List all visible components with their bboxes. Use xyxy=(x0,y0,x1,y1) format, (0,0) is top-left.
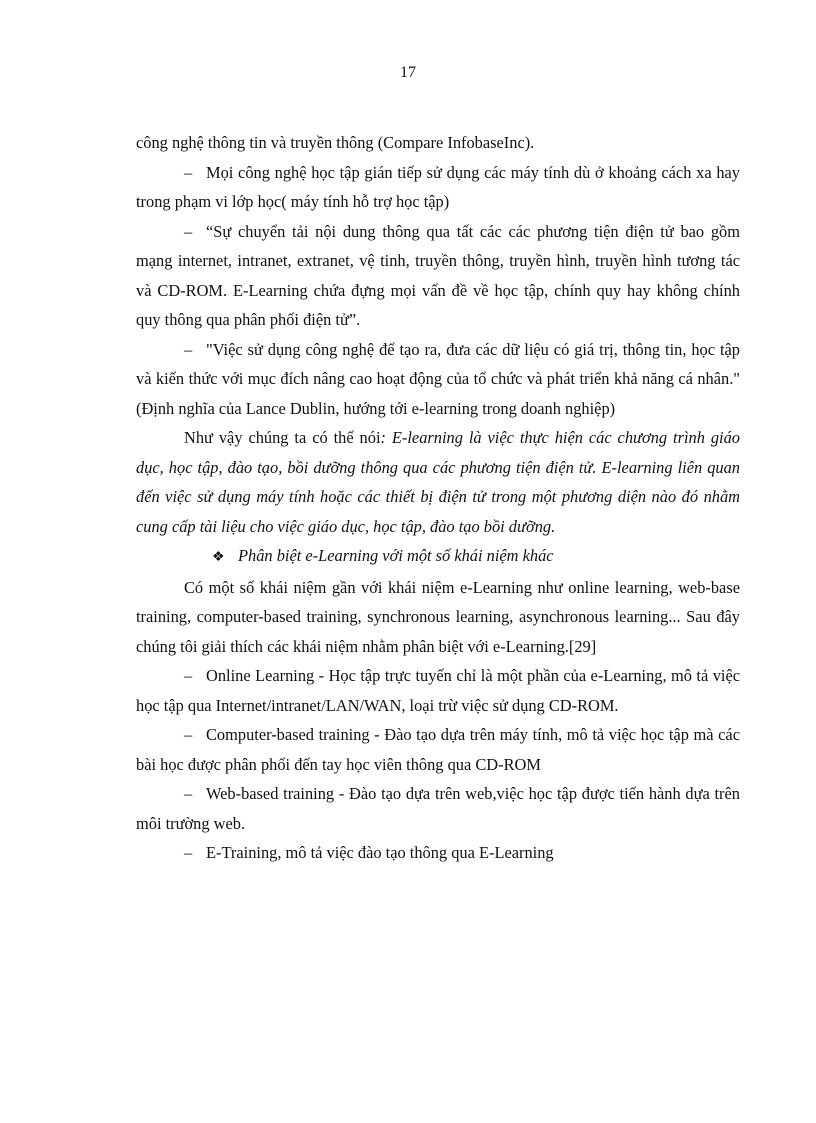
list-item-text: Online Learning - Học tập trực tuyến chỉ là một phần của e-Learning, mô tả việc học tập qua Internet/intranet/LAN/WAN, loại trừ việc sử dụng CD-ROM. xyxy=(136,666,740,715)
dash-bullet: – xyxy=(184,162,193,182)
list-item-definition-2 xyxy=(136,217,740,335)
list-item-web-based-training xyxy=(136,779,740,838)
dash-bullet: – xyxy=(184,843,193,862)
dash-bullet: – xyxy=(184,725,193,744)
dash-bullet: – xyxy=(184,666,193,685)
list-item-text: Computer-based training - Đào tạo dựa trên máy tính, mô tả việc học tập mà các bài học được phân phối đến tay học viên thông qua CD-ROM xyxy=(136,725,740,774)
diamond-bullet-icon: ❖ xyxy=(212,550,225,565)
conclusion-lead: Như vậy chúng ta có thể nói xyxy=(184,428,381,447)
conclusion-definition: : E-learning là việc thực hiện các chương trình giáo dục, học tập, đào tạo, bồi dưỡng thông qua các phương tiện điện tử. E-learning liên quan đến việc sử dụng máy tính hoặc các thiết bị điện tử trong một phương diện nào đó nhằm cung cấp tài liệu cho việc giáo dục, học tập, đào tạo bồi dưỡng. xyxy=(136,428,740,536)
conclusion-paragraph xyxy=(136,423,740,541)
list-item-text: Web-based training - Đào tạo dựa trên web,việc học tập được tiến hành dựa trên môi trường web. xyxy=(136,784,740,833)
dash-bullet: – xyxy=(184,339,193,359)
dash-bullet: – xyxy=(184,784,193,803)
list-item-computer-based-training xyxy=(136,720,740,779)
list-item-e-training xyxy=(136,838,740,868)
intro-paragraph: Có một số khái niệm gần với khái niệm e-Learning như online learning, web-base training, computer-based training, synchronous learning, asynchronous learning... Sau đây chúng tôi giải thích các khái niệm nhằm phân biệt với e-Learning.[29] xyxy=(136,577,740,656)
dash-bullet: – xyxy=(184,221,193,241)
list-item-text: “Sự chuyển tải nội dung thông qua tất các các phương tiện điện tử bao gồm mạng internet, intranet, extranet, vệ tinh, truyền thông, truyền hình, truyền hình tương tác và CD-ROM. E-Learning chứa đựng mọi vấn đề về học tập, chính quy hay không chính quy thông qua phân phối điện tử”. xyxy=(136,221,740,329)
list-item-text: Mọi công nghệ học tập gián tiếp sử dụng các máy tính dù ở khoảng cách xa hay trong phạm vi lớp học( máy tính hỗ trợ học tập) xyxy=(136,162,740,211)
section-heading xyxy=(136,541,740,573)
section-heading-text: Phân biệt e-Learning với một số khái niệm khác xyxy=(238,546,554,565)
list-item-text: E-Training, mô tả việc đào tạo thông qua E-Learning xyxy=(206,843,554,862)
list-item-text: "Việc sử dụng công nghệ để tạo ra, đưa các dữ liệu có giá trị, thông tin, học tập và kiến thức với mục đích nâng cao hoạt động của tổ chức và phát triển khả năng cá nhân." (Định nghĩa của Lance Dublin, hướng tới e-learning trong doanh nghiệp) xyxy=(136,339,740,418)
list-item-definition-1 xyxy=(136,158,740,217)
page-body xyxy=(136,128,740,868)
page-number: 17 xyxy=(400,64,416,81)
list-item-definition-3 xyxy=(136,335,740,424)
list-item-online-learning xyxy=(136,661,740,720)
paragraph-continuation: công nghệ thông tin và truyền thông (Compare InfobaseInc). xyxy=(136,133,535,152)
